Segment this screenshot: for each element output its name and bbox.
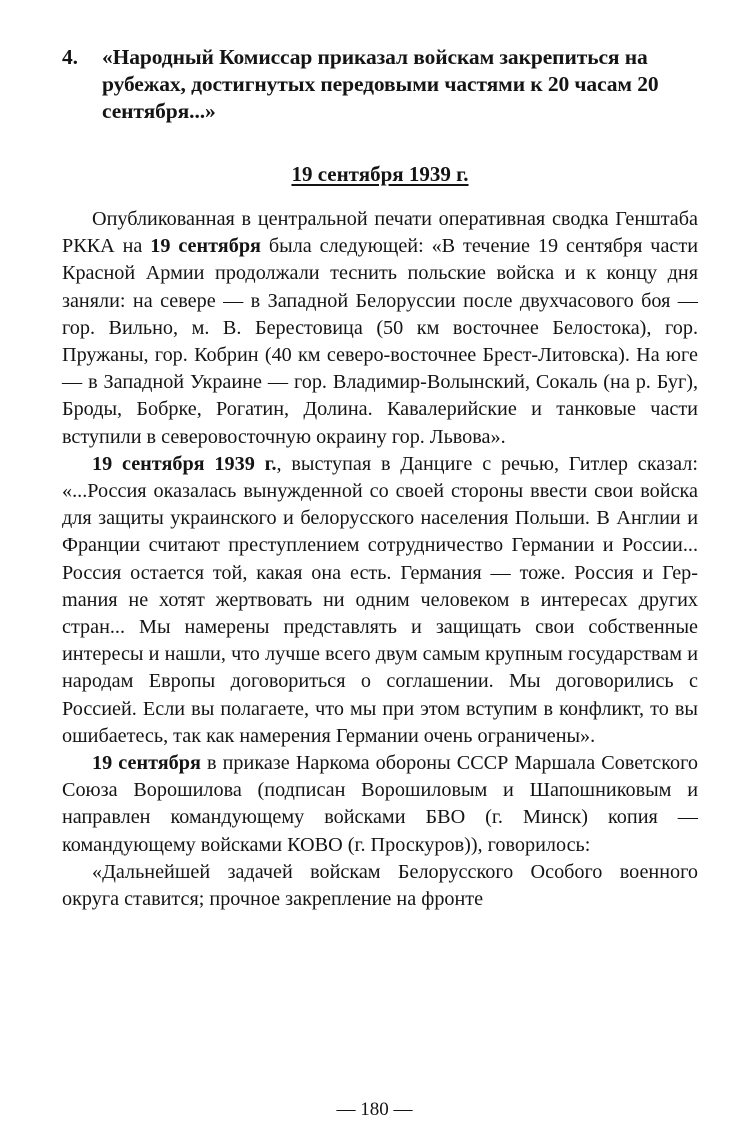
paragraph-text: была следующей: «В течение 19 сентября части Красной Армии продолжали теснить польские войска и к концу дня заняли: на севере — в Западной Белоруссии после двухчасового боя — гор. Вильно, м. В. Берестовица (50 км восточнее Белостока), гор. Пружаны, гор. Кобрин (40 км северо-восточнее Брест-Литовска). На юге — в Западной Украине — гор. Владимир-Волынский, Сокаль (на р. Буг), Броды, Бобрке, Рогатин, Долина. Кавалерийские и танковые части вступили в северовосточную окраину гор. Львова». [62,235,698,448]
paragraph-text: «Дальнейшей задачей войскам Белорусского Особого военного округа ставится; прочное закрепление на фронте [62,860,698,911]
date-heading [62,161,698,188]
page-number: — 180 — [336,1099,413,1120]
bold-date-text: 19 сентября [150,235,261,258]
chapter-title: «Народный Комиссар приказал войскам закрепиться на рубежах, достигнутых передовыми частями к 20 часам 20 сентября...» [102,45,659,123]
paragraph-text: в приказе Наркома обороны СССР Маршала Советского Союза Ворошилова (подписан Ворошиловым и Шапошниковым и направлен командующему войсками БВО (г. Минск) копия — командующему войсками КОВО (г. Проскуров)), говорилось: [62,752,698,856]
bold-date-text: 19 сентября 1939 г. [92,452,277,475]
paragraph [62,451,698,750]
paragraph [62,750,698,859]
paragraph-text: Опубликованная в центральной печати оперативная сводка Генштаба РККА на [62,208,698,258]
date-heading-text: 19 сентября 1939 г. [291,162,469,186]
bold-date-text: 19 сентября [92,752,201,775]
paragraph-text: , выступая в Данциге с речью, Гитлер сказал: «...Россия оказалась вынужденной со своей стороны ввести свои войска для защиты украинского и белорусского населения Польши. В Англии и Франции считают преступлением сотрудничество Германии и России... Россия остается той, какая она есть. Германия — тоже. Россия и Герmания не хотят жертвовать ни одним человеком в интересах других стран... Мы намерены представлять и защищать свои собственные интересы и нашли, что лучше всего двум самым крупным государствам и народам Европы договориться о соглашении. Мы договорились с Россией. Если вы полагаете, что мы при этом вступим в конфликт, то вы ошибаетесь, так как намерения Германии очень ограничены». [62,452,698,747]
paragraph [62,859,698,913]
paragraph [62,206,698,451]
book-page [62,44,698,913]
body-text [62,206,698,913]
chapter-heading [62,44,698,125]
chapter-number: 4. [62,45,78,69]
